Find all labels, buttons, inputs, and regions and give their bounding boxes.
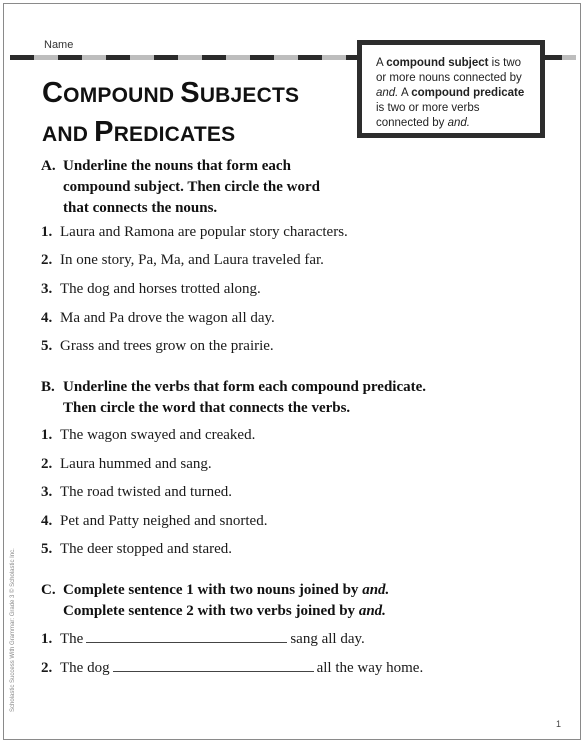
section-a-item-4: 4. Ma and Pa drove the wagon all day. xyxy=(41,310,275,326)
section-b-item-3: 3. The road twisted and turned. xyxy=(41,484,233,500)
section-b-instructions: B. Underline the verbs that form each compound predicate. Then circle the word that connects the verbs. xyxy=(41,379,427,416)
name-label: Name xyxy=(44,39,74,51)
definition-box: A compound subject is two or more nouns connected by and. A compound predicate is two or more verbs connected by and. xyxy=(357,40,545,138)
title-line-2: AND PREDICATES xyxy=(42,116,236,148)
page-title xyxy=(42,75,299,153)
answer-blank-1[interactable] xyxy=(86,629,287,643)
section-b-item-2: 2. Laura hummed and sang. xyxy=(41,456,212,472)
section-b-item-5: 5. The deer stopped and stared. xyxy=(41,541,233,557)
answer-blank-2[interactable] xyxy=(113,658,314,672)
copyright-side-text: Scholastic Success With Grammar: Grade 3 © Scholastic Inc. xyxy=(10,548,16,712)
page-number: 1 xyxy=(556,719,562,729)
term-compound-subject: compound subject xyxy=(386,57,489,69)
section-a-instructions: A. Underline the nouns that form each compound subject. Then circle the word that connects the nouns. xyxy=(41,158,320,216)
section-b-item-1: 1. The wagon swayed and creaked. xyxy=(41,427,256,443)
section-c-item-1: 1. The sang all day. xyxy=(41,631,365,647)
section-a-item-3: 3. The dog and horses trotted along. xyxy=(41,281,261,297)
section-c-instructions: C. Complete sentence 1 with two nouns joined by and. Complete sentence 2 with two verbs joined by and. xyxy=(41,582,390,619)
term-compound-predicate: compound predicate xyxy=(411,87,525,99)
section-a-item-1: 1. Laura and Ramona are popular story characters. xyxy=(41,224,348,240)
section-b-item-4: 4. Pet and Patty neighed and snorted. xyxy=(41,513,268,529)
section-a-item-2: 2. In one story, Pa, Ma, and Laura traveled far. xyxy=(41,252,324,268)
section-a-item-5: 5. Grass and trees grow on the prairie. xyxy=(41,338,274,354)
section-c-item-2: 2. The dog all the way home. xyxy=(41,660,424,676)
title-line-1: COMPOUND SUBJECTS xyxy=(42,77,300,109)
